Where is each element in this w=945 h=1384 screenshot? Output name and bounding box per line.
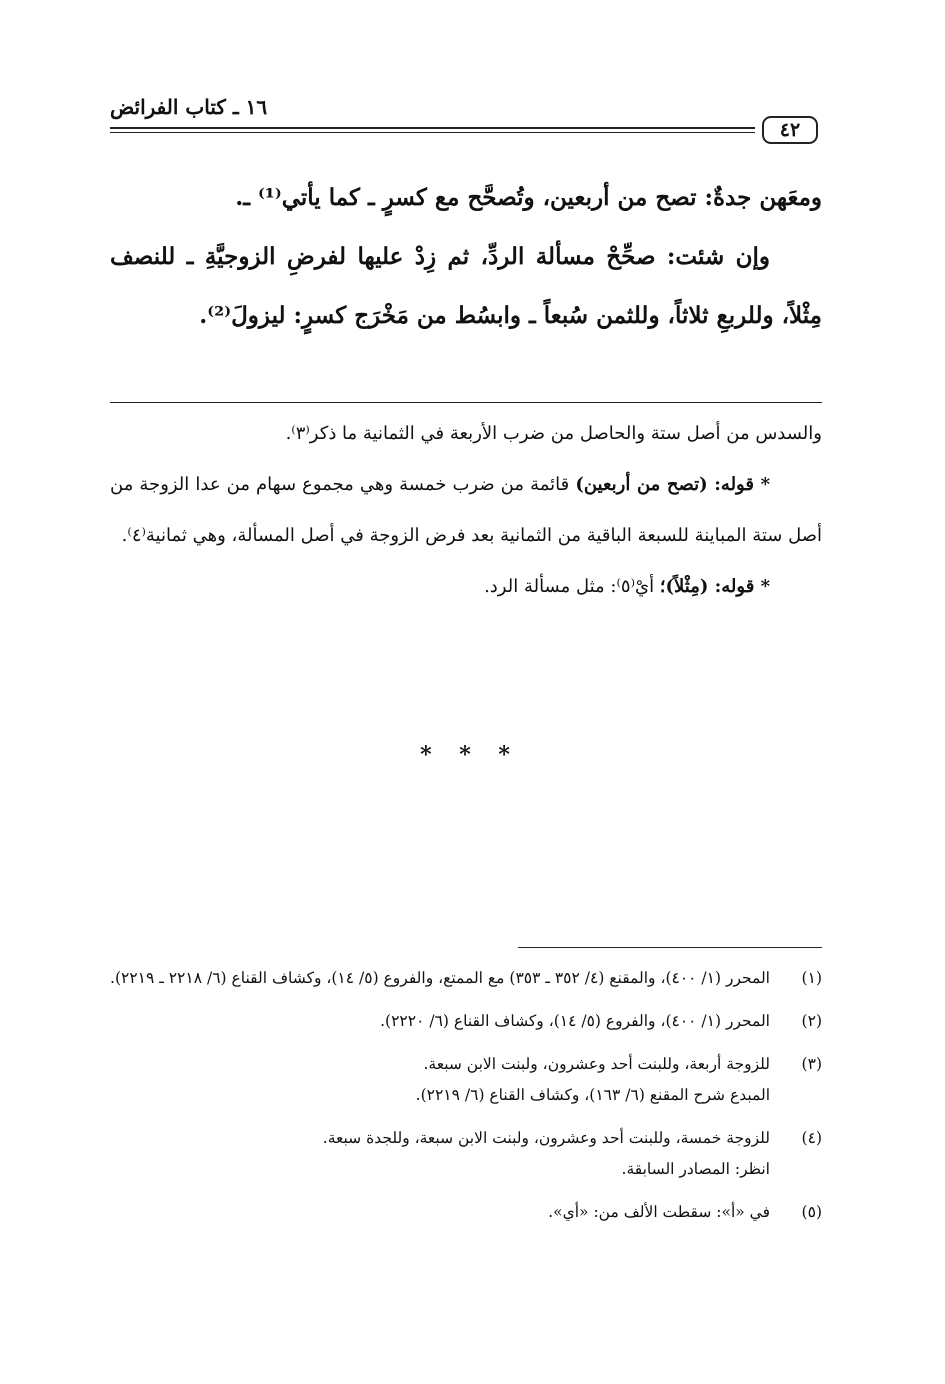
footnote bbox=[110, 1197, 822, 1228]
footnote bbox=[110, 1006, 822, 1037]
footnote-text: للزوجة أربعة، وللبنت أحد وعشرون، ولبنت الابن سبعة. bbox=[423, 1055, 770, 1073]
header-rule bbox=[110, 127, 755, 129]
footnote bbox=[110, 1049, 822, 1111]
commentary-item-body: أيْ⁽٥⁾: مثل مسألة الرد. bbox=[484, 576, 660, 597]
commentary-item bbox=[110, 459, 822, 561]
section-separator: * * * bbox=[420, 742, 520, 768]
footnote bbox=[110, 1123, 822, 1185]
running-title: ١٦ ـ كتاب الفرائض bbox=[110, 95, 268, 119]
footnote-text: في «أ»: سقطت الألف من: «أي». bbox=[548, 1203, 770, 1221]
commentary-item bbox=[110, 561, 822, 612]
commentary-item-lead: * قوله: (مِثْلاً)؛ bbox=[659, 576, 770, 597]
commentary-divider bbox=[110, 402, 822, 403]
main-paragraph: ومعَهن جدةٌ: تصح من أربعين، وتُصحَّح مع كسرٍ ـ كما يأتي⁽¹⁾ ـ. bbox=[235, 184, 822, 211]
commentary-item-body: قائمة من ضرب خمسة وهي مجموع سهام من عدا الزوجة من أصل ستة المباينة للسبعة الباقية من الثمانية بعد فرض الزوجة في أصل المسألة، وهي ثمانية⁽٤⁾. bbox=[110, 474, 822, 546]
footnote-text: للزوجة خمسة، وللبنت أحد وعشرون، ولبنت الابن سبعة، وللجدة سبعة. bbox=[322, 1129, 770, 1147]
commentary-item-lead: * قوله: (تصح من أربعين) bbox=[575, 474, 770, 495]
footnotes bbox=[110, 963, 822, 1240]
footnote-number: (٢) bbox=[801, 1012, 822, 1030]
footnote-text: المبدع شرح المقنع (٦/ ١٦٣)، وكشاف القناع (٦/ ٢٢١٩). bbox=[415, 1086, 770, 1104]
footnote-number: (٥) bbox=[801, 1203, 822, 1221]
commentary bbox=[110, 408, 822, 612]
footnote-text: المحرر (١/ ٤٠٠)، والمقنع (٤/ ٣٥٢ ـ ٣٥٣) مع الممتع، والفروع (٥/ ١٤)، وكشاف القناع (٦/ ٢٢١٨ ـ ٢٢١٩). bbox=[110, 969, 770, 987]
footnote-divider bbox=[518, 947, 822, 948]
footnote-text: المحرر (١/ ٤٠٠)، والفروع (٥/ ١٤)، وكشاف القناع (٦/ ٢٢٢٠). bbox=[380, 1012, 770, 1030]
footnote-number: (٤) bbox=[801, 1129, 822, 1147]
main-text bbox=[110, 168, 822, 345]
footnote-number: (٣) bbox=[801, 1055, 822, 1073]
footnote bbox=[110, 963, 822, 994]
header-rule-thin bbox=[110, 132, 755, 133]
footnote-number: (١) bbox=[801, 969, 822, 987]
footnote-text: انظر: المصادر السابقة. bbox=[621, 1160, 770, 1178]
page-number: ٤٢ bbox=[762, 116, 818, 144]
main-paragraph: وإن شئت: صحِّحْ مسألة الردِّ، ثم زِدْ عليها لفرضِ الزوجيَّةِ ـ للنصف مِثْلاً، وللربعِ ثلاثاً، وللثمن سُبعاً ـ وابسُط من مَخْرَج كسرٍ: ليزولَ⁽²⁾. bbox=[110, 243, 822, 329]
commentary-continuation: والسدس من أصل ستة والحاصل من ضرب الأربعة في الثمانية ما ذكر⁽٣⁾. bbox=[285, 423, 822, 444]
